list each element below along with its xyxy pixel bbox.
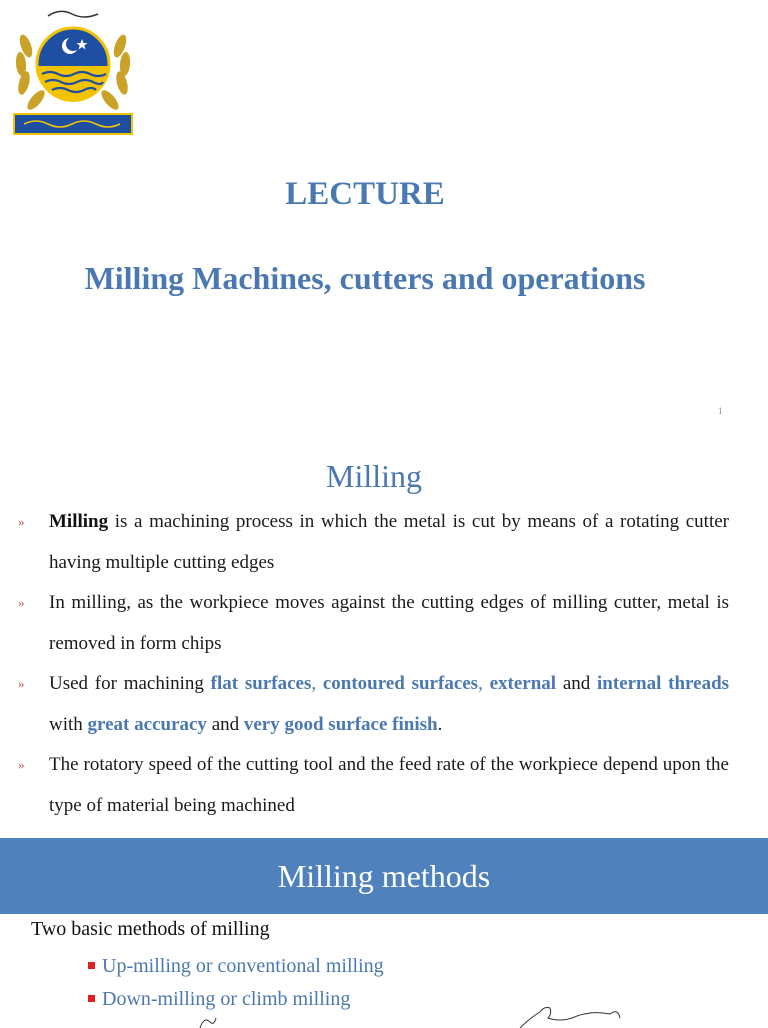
- bullet-text: and: [206, 713, 244, 735]
- milling-slide: [0, 440, 768, 825]
- university-logo: [12, 6, 134, 136]
- square-bullet-icon: [88, 995, 95, 1002]
- milling-heading: Milling: [325, 458, 422, 494]
- list-item: [18, 664, 729, 745]
- title-slide: [0, 0, 768, 432]
- highlight-term: very good surface finish: [243, 713, 438, 735]
- highlight-term: internal threads: [597, 673, 730, 694]
- highlight-term: external: [489, 673, 557, 694]
- milling-term: Milling: [49, 511, 109, 532]
- bullet-chevron-icon: »: [18, 676, 25, 691]
- bullet-text: The rotatory speed of the cutting tool and the feed rate of the workpiece depend upon the type of material being machined: [49, 754, 729, 816]
- list-item: [18, 583, 729, 664]
- bullet-text: In milling, as the workpiece moves against the cutting edges of milling cutter, metal is removed in form chips: [49, 592, 729, 654]
- separator: ,: [311, 673, 323, 694]
- list-item: [88, 950, 384, 983]
- milling-methods-slide: [0, 838, 768, 1024]
- bullet-chevron-icon: »: [18, 514, 25, 529]
- separator: ,: [478, 673, 490, 694]
- bullet-chevron-icon: »: [18, 757, 25, 772]
- list-item: [18, 745, 729, 826]
- method-label: Up-milling or conventional milling: [102, 955, 384, 977]
- milling-bullet-list: [18, 502, 729, 826]
- methods-intro: Two basic methods of milling: [31, 918, 270, 940]
- bullet-text: .: [437, 713, 443, 735]
- list-item: [18, 502, 729, 583]
- bullet-text: with: [49, 713, 88, 735]
- square-bullet-icon: [88, 962, 95, 969]
- bullet-text: and: [556, 673, 598, 694]
- highlight-term: contoured surfaces: [322, 673, 479, 694]
- bullet-text: Used for machining: [49, 673, 211, 694]
- bullet-chevron-icon: »: [18, 595, 25, 610]
- bullet-text: is a machining process in which the metal is cut by means of a rotating cutter having multiple cutting edges: [49, 511, 729, 573]
- highlight-term: flat surfaces: [210, 673, 312, 694]
- page-number: 1: [718, 406, 723, 416]
- lecture-subtitle: Milling Machines, cutters and operations: [84, 260, 646, 296]
- lecture-title: LECTURE: [285, 176, 445, 212]
- methods-banner: Milling methods: [0, 838, 768, 914]
- method-label: Down-milling or climb milling: [102, 988, 351, 1010]
- highlight-term: great accuracy: [87, 713, 207, 735]
- sketch-drawing-icon: [180, 988, 700, 1028]
